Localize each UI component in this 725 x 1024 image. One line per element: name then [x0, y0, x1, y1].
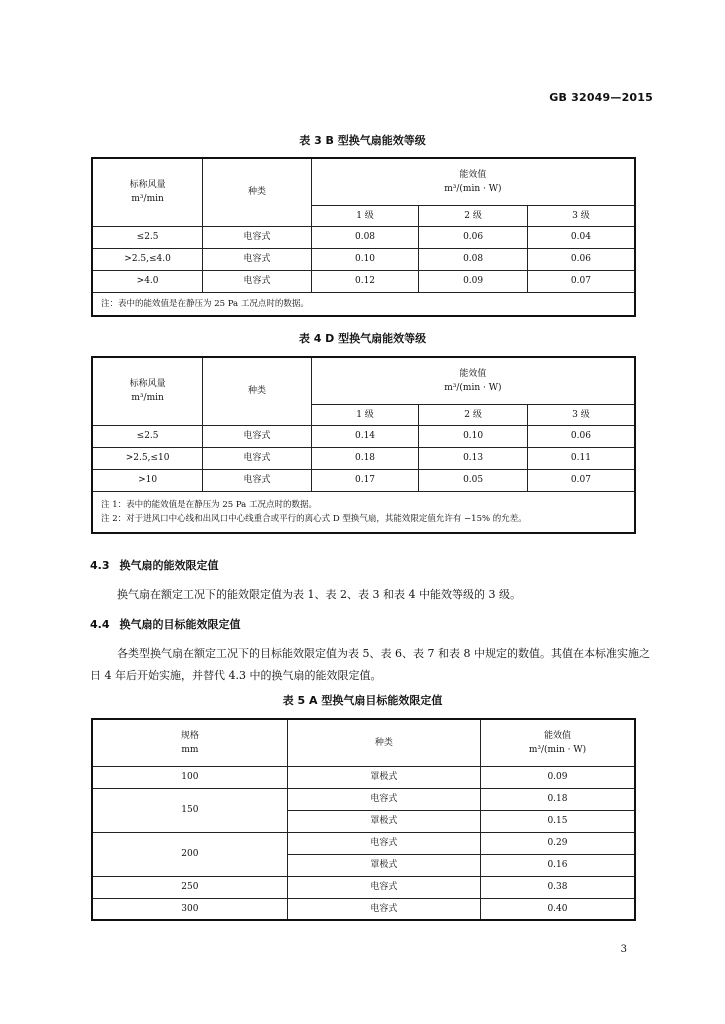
table-row: 100 罩极式 0.09 [92, 766, 635, 788]
table-row: 150 电容式 0.18 [92, 788, 635, 810]
table4-grade-2: 2 级 [419, 404, 528, 425]
table-row: ≤2.5 电容式 0.14 0.10 0.06 [92, 425, 635, 447]
table-row: 250 电容式 0.38 [92, 876, 635, 898]
table3-header-type: 种类 [203, 158, 312, 226]
table3-note: 注：表中的能效值是在静压为 25 Pa 工况点时的数据。 [92, 292, 635, 316]
table-row: 300 电容式 0.40 [92, 898, 635, 920]
table5-header-eff: 能效值 m³/(min · W) [480, 719, 635, 766]
table5-caption: 表 5 A 型换气扇目标能效限定值 [282, 694, 443, 707]
table-row: >2.5,≤10 电容式 0.18 0.13 0.11 [92, 447, 635, 469]
table3-caption: 表 3 B 型换气扇能效等级 [299, 134, 426, 147]
table4-header-flow: 标称风量 m³/min [92, 357, 203, 425]
table4-note-1: 注 1：表中的能效值是在静压为 25 Pa 工况点时的数据。 [101, 499, 317, 510]
table4-note-2: 注 2：对于进风口中心线和出风口中心线重合或平行的离心式 D 型换气扇，其能效限定值允许有 −15% 的允差。 [101, 513, 527, 524]
section-4-4-text: 各类型换气扇在额定工况下的目标能效限定值为表 5、表 6、表 7 和表 8 中规定的数值。其值在本标准实施之日 4 年后开始实施，并替代 4.3 中的换气扇的能效限定值。 [90, 647, 650, 682]
section-4-3-text: 换气扇在额定工况下的能效限定值为表 1、表 2、表 3 和表 4 中能效等级的 3 级。 [117, 588, 521, 601]
table5-header-spec: 规格 mm [92, 719, 287, 766]
table-row: >2.5,≤4.0 电容式 0.10 0.08 0.06 [92, 248, 635, 270]
table4-notes [92, 491, 635, 533]
table-row: >4.0 电容式 0.12 0.09 0.07 [92, 270, 635, 292]
table3-grade-3: 3 级 [527, 205, 635, 226]
table-row: ≤2.5 电容式 0.08 0.06 0.04 [92, 226, 635, 248]
table-row: >10 电容式 0.17 0.05 0.07 [92, 469, 635, 491]
table4-header-type: 种类 [203, 357, 312, 425]
table3 [91, 157, 636, 317]
table3-header-flow: 标称风量 m³/min [92, 158, 203, 226]
section-4-3-heading: 4.3 换气扇的能效限定值 [90, 559, 219, 572]
table5 [91, 718, 636, 921]
page-number: 3 [620, 944, 627, 955]
section-4-4-heading: 4.4 换气扇的目标能效限定值 [90, 618, 241, 631]
table-row: 罩极式 0.15 [92, 810, 635, 832]
standard-code: GB 32049—2015 [549, 91, 653, 104]
table5-header-type: 种类 [287, 719, 480, 766]
table-row: 罩极式 0.16 [92, 854, 635, 876]
table4-grade-1: 1 级 [311, 404, 419, 425]
table-row: 200 电容式 0.29 [92, 832, 635, 854]
table4-header-eff: 能效值 m³/(min · W) [311, 357, 635, 404]
table4 [91, 356, 636, 534]
table3-grade-2: 2 级 [419, 205, 528, 226]
table3-header-eff: 能效值 m³/(min · W) [311, 158, 635, 205]
table4-caption: 表 4 D 型换气扇能效等级 [298, 332, 427, 345]
table4-grade-3: 3 级 [527, 404, 635, 425]
table3-grade-1: 1 级 [311, 205, 419, 226]
